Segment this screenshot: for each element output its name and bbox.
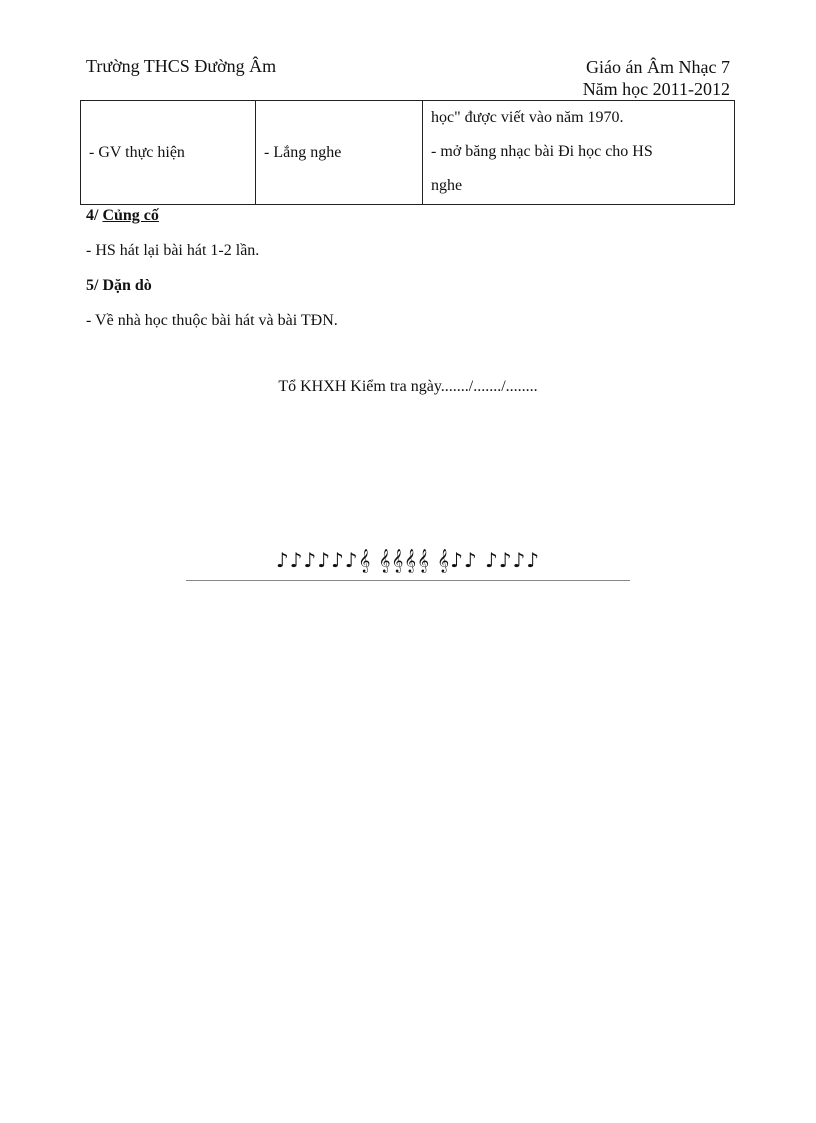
music-notes-ornament: ♪♪♪♪♪♪𝄞 𝄞𝄞𝄞𝄞 𝄞♪♪ ♪♪♪♪ — [186, 548, 630, 581]
content-cell — [423, 101, 735, 205]
subject-title: Giáo án Âm Nhạc 7 — [586, 57, 730, 77]
teacher-activity: - GV thực hiện — [81, 101, 256, 205]
section-4-number: 4/ — [86, 207, 103, 224]
content-line: học" được viết vào năm 1970. — [431, 109, 624, 126]
content-line: nghe — [431, 177, 463, 194]
student-activity: - Lắng nghe — [256, 101, 423, 205]
section-5-item: - Về nhà học thuộc bài hát và bài TĐN. — [86, 312, 338, 329]
school-year: Năm học 2011-2012 — [582, 79, 730, 99]
section-4-item: - HS hát lại bài hát 1-2 lần. — [86, 242, 260, 259]
header-right — [583, 56, 730, 100]
school-name: Trường THCS Đường Âm — [86, 56, 277, 76]
section-5-heading: 5/ Dặn dò — [86, 277, 152, 294]
table-row — [81, 101, 735, 205]
lesson-table — [80, 100, 735, 205]
section-4-heading — [86, 207, 159, 225]
content-line: - mở băng nhạc bài Đi học cho HS — [431, 143, 653, 160]
section-4-title: Củng cố — [102, 207, 159, 224]
review-signoff: Tổ KHXH Kiểm tra ngày......./......./........ — [278, 378, 538, 395]
